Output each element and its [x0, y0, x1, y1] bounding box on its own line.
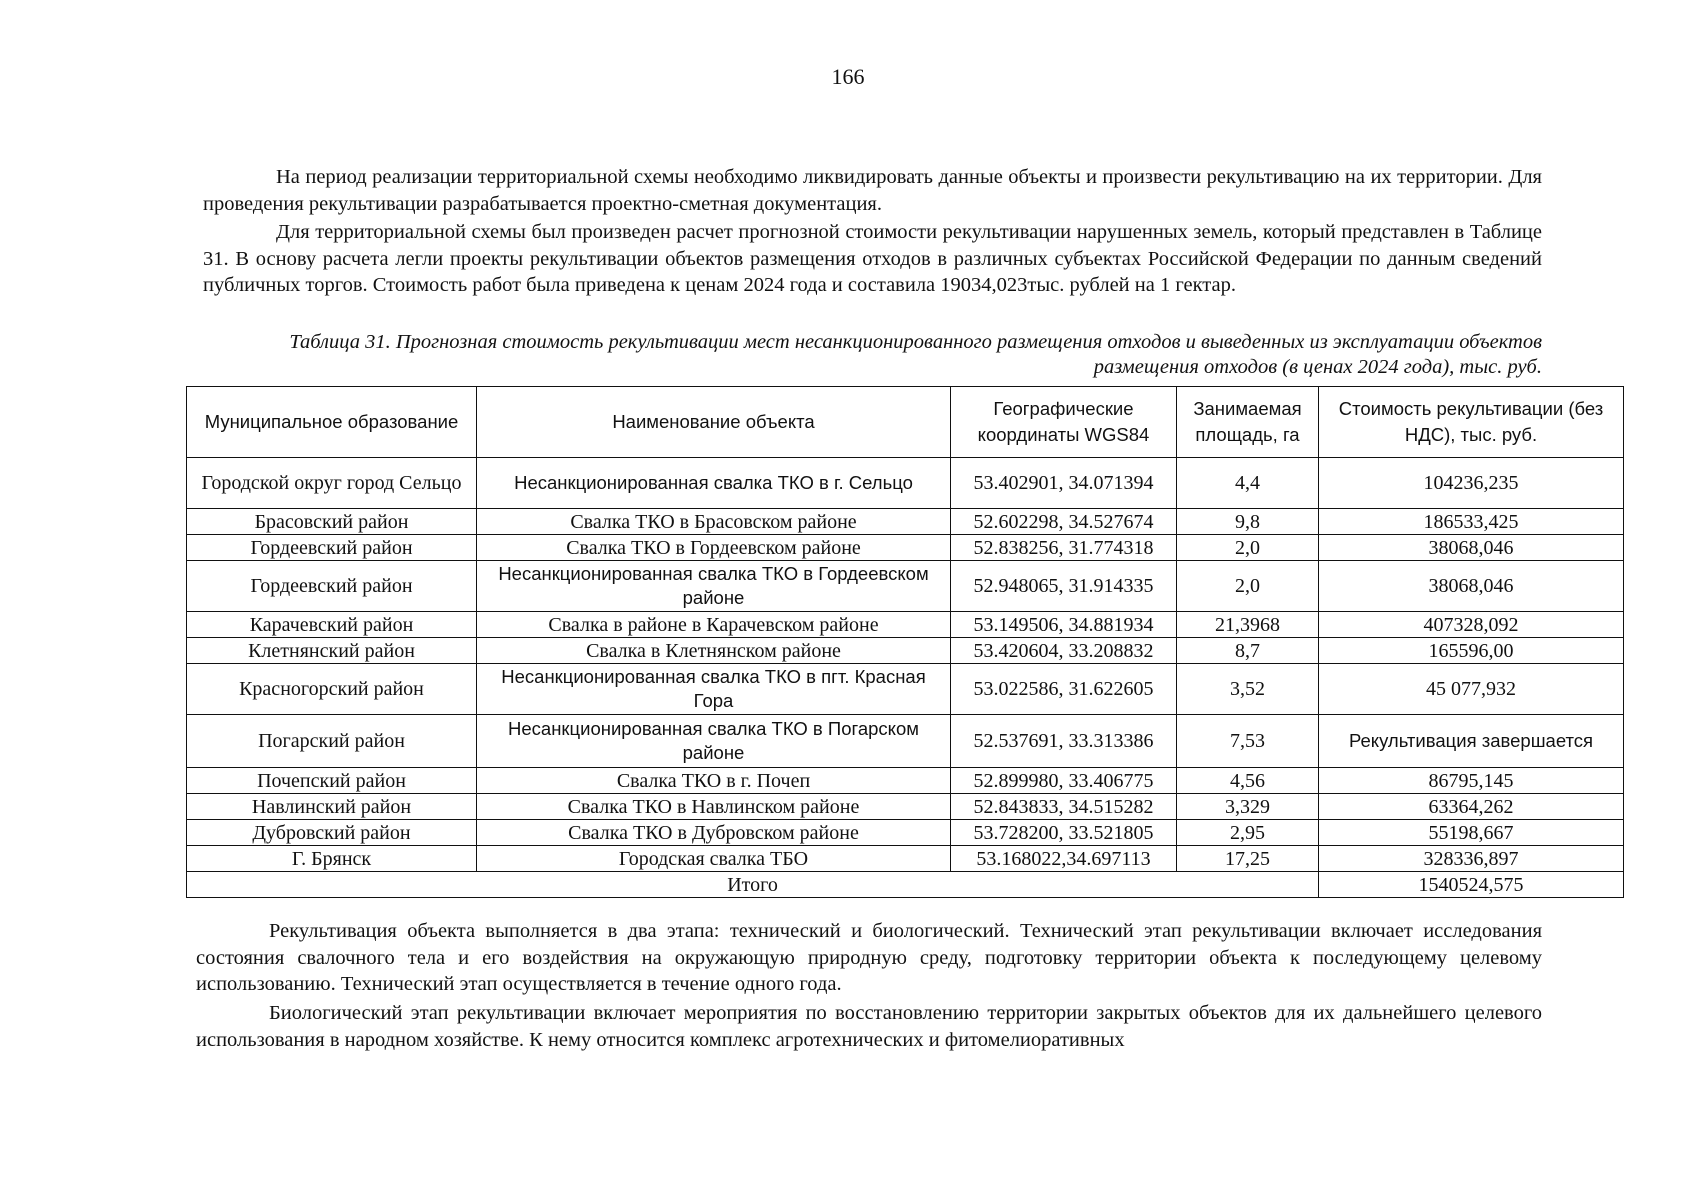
object-name-cell: Свалка ТКО в Гордеевском районе [477, 535, 951, 561]
municipality-cell: Красногорский район [187, 664, 477, 715]
area-cell: 9,8 [1177, 509, 1319, 535]
table-row [187, 509, 1624, 535]
area-cell: 17,25 [1177, 846, 1319, 872]
area-cell: 4,4 [1177, 458, 1319, 509]
header-coordinates: Географические координаты WGS84 [951, 387, 1177, 458]
table-row [187, 846, 1624, 872]
total-label: Итого [187, 872, 1319, 898]
object-name-cell: Свалка в Клетнянском районе [477, 638, 951, 664]
page-number: 166 [831, 64, 865, 89]
municipality-cell: Дубровский район [187, 820, 477, 846]
municipality-cell: Гордеевский район [187, 535, 477, 561]
municipality-cell: Погарский район [187, 715, 477, 768]
table-row [187, 715, 1624, 768]
table-row [187, 794, 1624, 820]
municipality-cell: Клетнянский район [187, 638, 477, 664]
municipality-cell: Почепский район [187, 768, 477, 794]
table-row [187, 638, 1624, 664]
municipality-cell: Городской округ город Сельцо [187, 458, 477, 509]
table-row [187, 664, 1624, 715]
object-name-cell: Свалка ТКО в Навлинском районе [477, 794, 951, 820]
cost-cell: 38068,046 [1319, 561, 1624, 612]
coordinates-cell: 52.948065, 31.914335 [951, 561, 1177, 612]
table-caption: Таблица 31. Прогнозная стоимость рекультивации мест несанкционированного размещения отходов и выведенных из эксплуатации объектов размещения отходов (в ценах 2024 года), тыс. руб. [289, 331, 1542, 378]
area-cell: 2,95 [1177, 820, 1319, 846]
municipality-cell: Г. Брянск [187, 846, 477, 872]
object-name-cell: Несанкционированная свалка ТКО в г. Сельцо [477, 458, 951, 509]
header-object-name: Наименование объекта [477, 387, 951, 458]
cost-cell: 86795,145 [1319, 768, 1624, 794]
cost-cell: 186533,425 [1319, 509, 1624, 535]
object-name-cell: Несанкционированная свалка ТКО в пгт. Красная Гора [477, 664, 951, 715]
cost-cell: 407328,092 [1319, 612, 1624, 638]
object-name-cell: Свалка ТКО в Брасовском районе [477, 509, 951, 535]
table-header-row [187, 387, 1624, 458]
object-name-cell: Свалка ТКО в Дубровском районе [477, 820, 951, 846]
municipality-cell: Гордеевский район [187, 561, 477, 612]
cost-cell: Рекультивация завершается [1319, 715, 1624, 768]
paragraph-stages: Рекультивация объекта выполняется в два этапа: технический и биологический. Технический этап рекультивации включает исследования состояния свалочного тела и его воздействия на окружающую природную среду, подготовку территории объекта к последующему целевому использованию. Технический этап осуществляется в течение одного года. [196, 920, 1542, 995]
paragraph-biological-stage: Биологический этап рекультивации включает мероприятия по восстановлению территории закрытых объектов для их дальнейшего целевого использования в народном хозяйстве. К нему относится комплекс агротехнических и фитомелиоративных [196, 1002, 1542, 1051]
header-municipality: Муниципальное образование [187, 387, 477, 458]
area-cell: 2,0 [1177, 561, 1319, 612]
paragraph-intro: На период реализации территориальной схемы необходимо ликвидировать данные объекты и произвести рекультивацию на их территории. Для проведения рекультивации разрабатывается проектно-сметная документация. [203, 166, 1542, 215]
area-cell: 7,53 [1177, 715, 1319, 768]
area-cell: 3,329 [1177, 794, 1319, 820]
header-cost: Стоимость рекультивации (без НДС), тыс. руб. [1319, 387, 1624, 458]
reclamation-cost-table [186, 386, 1624, 898]
object-name-cell: Городская свалка ТБО [477, 846, 951, 872]
table-row [187, 535, 1624, 561]
object-name-cell: Свалка ТКО в г. Почеп [477, 768, 951, 794]
coordinates-cell: 52.537691, 33.313386 [951, 715, 1177, 768]
table-row [187, 612, 1624, 638]
object-name-cell: Несанкционированная свалка ТКО в Гордеевском районе [477, 561, 951, 612]
coordinates-cell: 53.022586, 31.622605 [951, 664, 1177, 715]
table-total-row [187, 872, 1624, 898]
municipality-cell: Брасовский район [187, 509, 477, 535]
cost-cell: 45 077,932 [1319, 664, 1624, 715]
coordinates-cell: 53.728200, 33.521805 [951, 820, 1177, 846]
area-cell: 2,0 [1177, 535, 1319, 561]
cost-cell: 328336,897 [1319, 846, 1624, 872]
coordinates-cell: 52.838256, 31.774318 [951, 535, 1177, 561]
total-value: 1540524,575 [1319, 872, 1624, 898]
area-cell: 3,52 [1177, 664, 1319, 715]
coordinates-cell: 52.899980, 33.406775 [951, 768, 1177, 794]
table-row [187, 458, 1624, 509]
cost-cell: 38068,046 [1319, 535, 1624, 561]
object-name-cell: Свалка в районе в Карачевском районе [477, 612, 951, 638]
area-cell: 21,3968 [1177, 612, 1319, 638]
cost-cell: 55198,667 [1319, 820, 1624, 846]
cost-cell: 104236,235 [1319, 458, 1624, 509]
coordinates-cell: 53.149506, 34.881934 [951, 612, 1177, 638]
header-area: Занимаемая площадь, га [1177, 387, 1319, 458]
coordinates-cell: 53.168022,34.697113 [951, 846, 1177, 872]
table-row [187, 820, 1624, 846]
object-name-cell: Несанкционированная свалка ТКО в Погарском районе [477, 715, 951, 768]
coordinates-cell: 52.843833, 34.515282 [951, 794, 1177, 820]
municipality-cell: Карачевский район [187, 612, 477, 638]
coordinates-cell: 53.402901, 34.071394 [951, 458, 1177, 509]
cost-cell: 63364,262 [1319, 794, 1624, 820]
coordinates-cell: 53.420604, 33.208832 [951, 638, 1177, 664]
municipality-cell: Навлинский район [187, 794, 477, 820]
paragraph-calculation: Для территориальной схемы был произведен расчет прогнозной стоимости рекультивации нарушенных земель, который представлен в Таблице 31. В основу расчета легли проекты рекультивации объектов размещения отходов в различных субъектах Российской Федерации по данным сведений публичных торгов. Стоимость работ была приведена к ценам 2024 года и составила 19034,023тыс. рублей на 1 гектар. [203, 221, 1542, 296]
area-cell: 8,7 [1177, 638, 1319, 664]
cost-cell: 165596,00 [1319, 638, 1624, 664]
area-cell: 4,56 [1177, 768, 1319, 794]
table-row [187, 768, 1624, 794]
table-row [187, 561, 1624, 612]
coordinates-cell: 52.602298, 34.527674 [951, 509, 1177, 535]
